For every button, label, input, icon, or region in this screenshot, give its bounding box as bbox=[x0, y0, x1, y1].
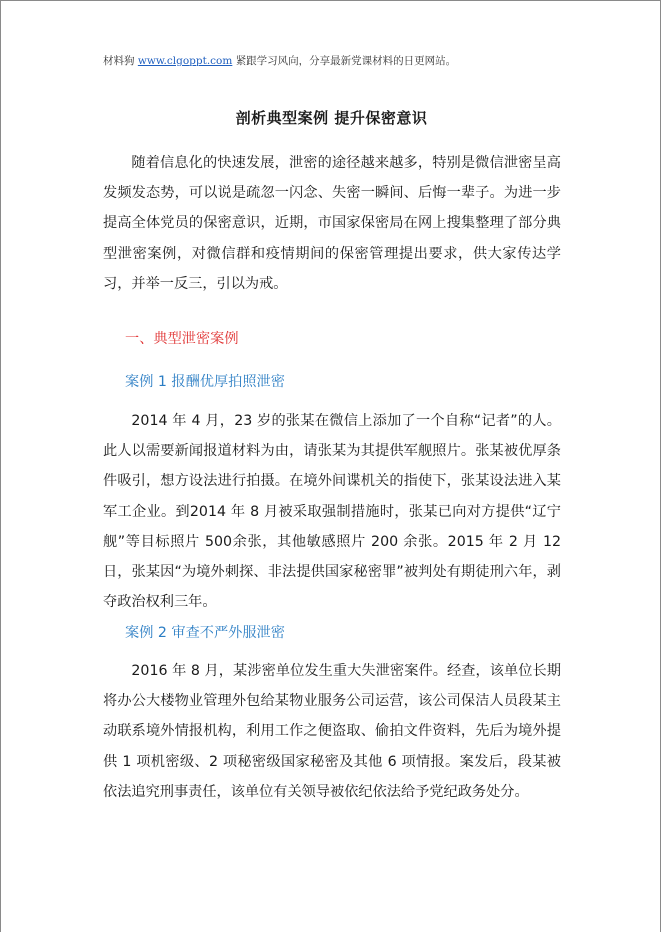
header-prefix: 材料狗 bbox=[103, 55, 135, 67]
case-1-heading: 案例 1 报酬优厚拍照泄密 bbox=[125, 374, 285, 390]
website-link[interactable]: www.clgoppt.com bbox=[137, 55, 233, 67]
case-2-paragraph: 2016 年 8 月，某涉密单位发生重大失泄密案件。经查，该单位长期将办公大楼物业管理外包给某物业服务公司运营，该公司保洁人员段某主动联系境外情报机构，利用工作之便盗取、偷拍文件资料，先后为境外提供 1 项机密级、2 项秘密级国家秘密及其他 6 项情报。案发后，段某被依法追究刑事责任，该单位有关领导被依纪依法给予党纪政务处分。 bbox=[103, 663, 561, 800]
case-1-paragraph: 2014 年 4 月，23 岁的张某在微信上添加了一个自称“记者”的人。此人以需要新闻报道材料为由，请张某为其提供军舰照片。张某被优厚条件吸引，想方设法进行拍摄。在境外间谍机关的指使下，张某设法进入某军工企业。到2014 年 8 月被采取强制措施时，张某已向对方提供“辽宁舰”等目标照片 500余张，其他敏感照片 200 余张。2015 年 2 月 12 日，张某因“为境外刺探、非法提供国家秘密罪”被判处有期徒刑六年，剥夺政治权利三年。 bbox=[103, 413, 561, 611]
case-2-heading: 案例 2 审查不严外服泄密 bbox=[125, 625, 285, 641]
header-suffix: 紧跟学习风向，分享最新党课材料的日更网站。 bbox=[235, 55, 457, 67]
page-header bbox=[103, 53, 456, 68]
section-heading: 一、典型泄密案例 bbox=[125, 331, 239, 347]
document-title: 剖析典型案例 提升保密意识 bbox=[235, 109, 428, 127]
intro-paragraph: 随着信息化的快速发展，泄密的途径越来越多，特别是微信泄密呈高发频发态势，可以说是疏忽一闪念、失密一瞬间、后悔一辈子。为进一步提高全体党员的保密意识，近期，市国家保密局在网上搜集整理了部分典型泄密案例，对微信群和疫情期间的保密管理提出要求，供大家传达学习，并举一反三，引以为戒。 bbox=[103, 155, 561, 292]
